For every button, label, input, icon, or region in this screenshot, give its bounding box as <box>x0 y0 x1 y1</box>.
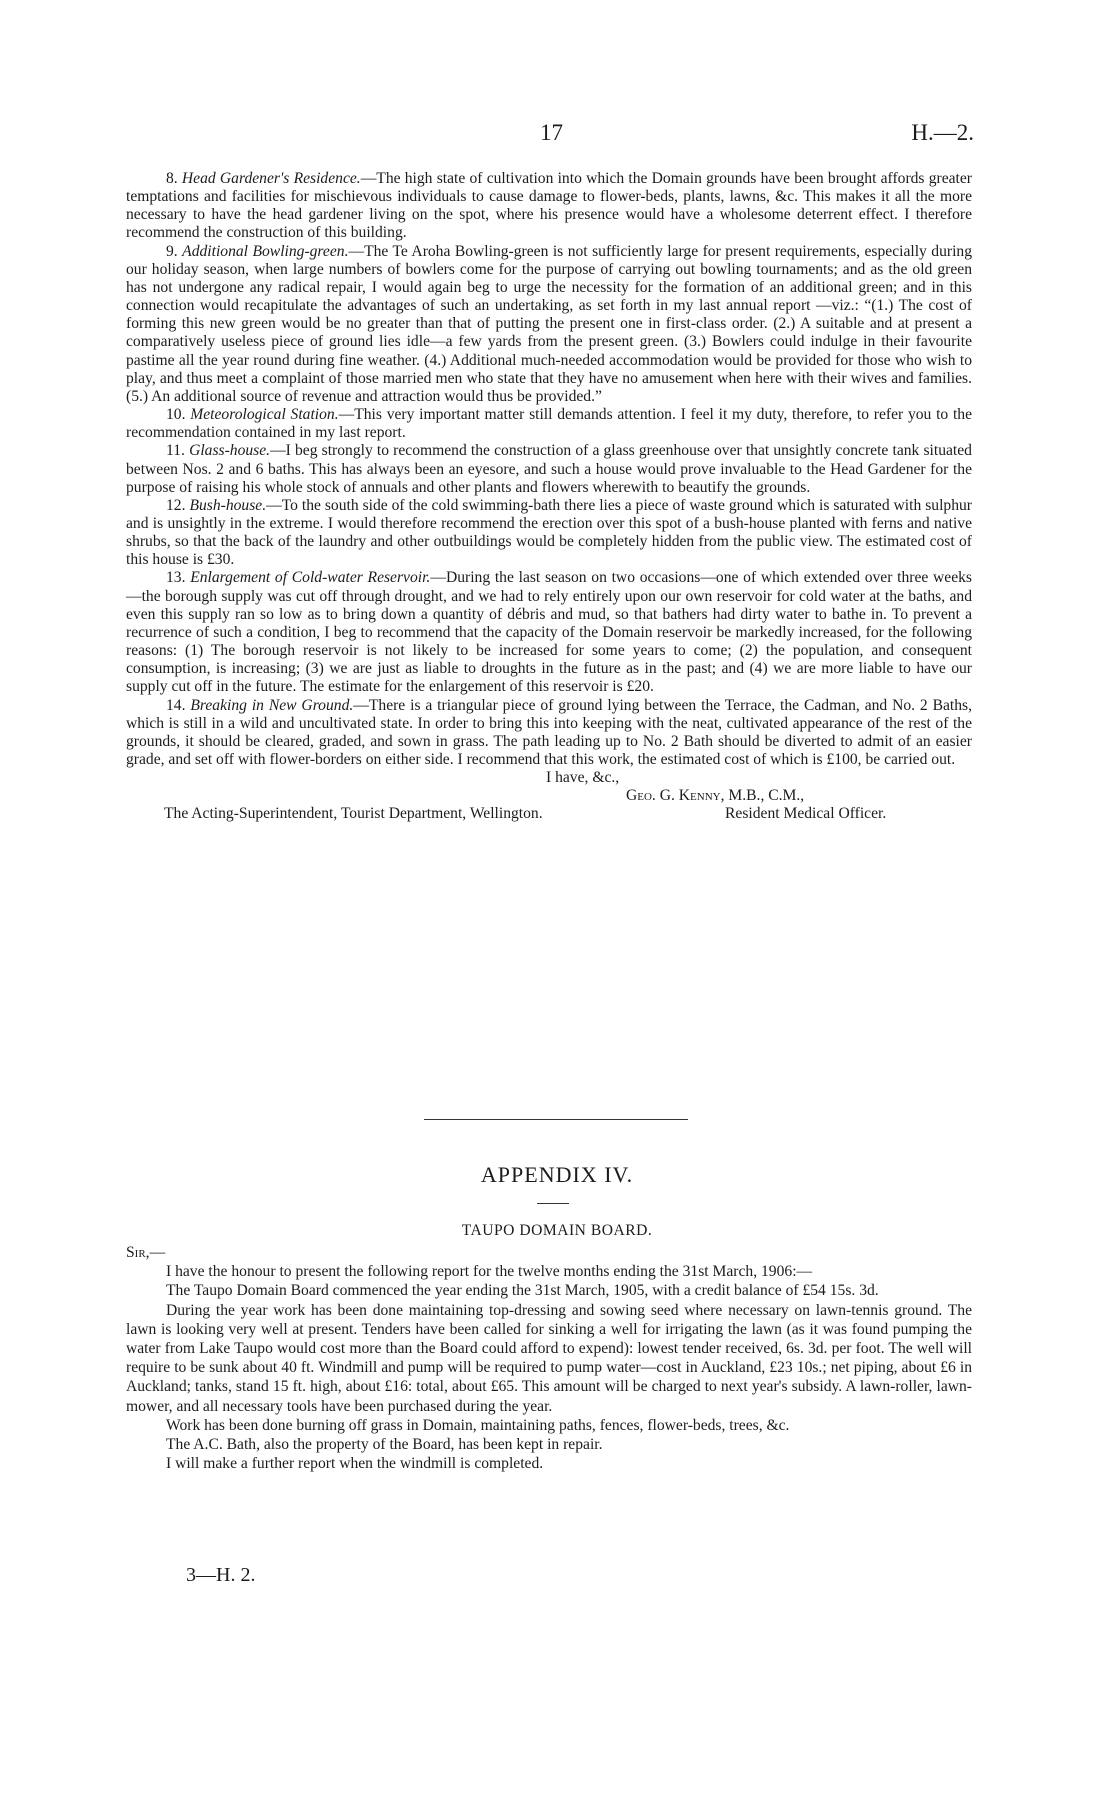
paragraph-text: —There is a triangular piece of ground lying between the Terrace, the Cadman, and No. 2 Baths, which is still in a wild and uncultivated state. In order to bring this into keeping with the neat, cultivated appearance of the rest of the grounds, it should be cleared, graded, and sown in grass. The path leading up to No. 2 Bath should be diverted to admit of an easier grade, and set off with flower-borders on either side. I recommend that this work, the estimated cost of which is £100, be carried out. <box>126 696 973 768</box>
letter-paragraph: During the year work has been done maintaining top-dressing and sowing seed where necessary on lawn-tennis ground. The lawn is looking very well at present. Tenders have been called for sinking a well for irrigating the lawn (as it was found pumping the water from Lake Taupo would cost more than the Board could afford to expend): lowest tender received, 6s. 3d. per foot. The well will require to be sunk about 40 ft. Windmill and pump will be required to pump water—cost in Auckland, £23 10s.; net piping, about £6 in Auckland; tanks, stand 15 ft. high, about £16: total, about £65. This amount will be charged to next year's subsidy. A lawn-roller, lawn-mower, and all necessary tools have been purchased during the year. <box>126 1301 972 1415</box>
paragraph-text: —The Te Aroha Bowling-green is not sufficiently large for present requirements, especially during our holiday season, when large numbers of bowlers come for the purpose of carrying out bowling tournaments; and as the old green has not undergone any radical repair, I would again beg to urge the necessity for the formation of an additional green; and in this connection would recapitulate the advantages of such an undertaking, as set forth in my last annual report —viz.: “(1.) The cost of forming this new green would be no greater than that of putting the present one in first-class order. (2.) A suitable and at present a comparatively useless piece of ground lies idle—a few yards from the present green. (3.) Bowlers could indulge in their favourite pastime all the year round during fine weather. (4.) Additional much-needed accommodation would be provided for those who wish to play, and thus meet a complaint of those married men who state that they have no amusement when here with their wives and families. (5.) An additional source of revenue and attraction would thus be provided.” <box>126 242 972 405</box>
title-dash <box>537 1203 569 1204</box>
paragraph-12 <box>126 497 972 570</box>
letter-paragraph: I have the honour to present the following report for the twelve months ending the 31st March, 1906:— <box>166 1263 813 1281</box>
paragraph-8 <box>126 170 972 243</box>
paragraph-heading: Meteorological Station. <box>190 406 339 424</box>
paragraph-number: 10. <box>166 406 186 424</box>
addressee: The Acting-Superintendent, Tourist Department, Wellington. <box>164 805 543 823</box>
signatory-title: Resident Medical Officer. <box>725 805 887 823</box>
closing-row-3 <box>126 805 972 823</box>
report-body <box>126 170 972 824</box>
letter-paragraph: The A.C. Bath, also the property of the Board, has been kept in repair. <box>166 1436 603 1454</box>
paragraph-heading: Bush-house. <box>189 496 267 514</box>
paragraph-number: 9. <box>166 242 178 260</box>
paragraph-text: —This very important matter still demands attention. I feel it my duty, therefore, to refer you to the recommendation contained in my last report. <box>126 406 972 442</box>
page-number: 17 <box>540 120 563 145</box>
signature-reference: 3—H. 2. <box>186 1564 256 1586</box>
paragraph-9 <box>126 243 972 406</box>
section-divider <box>424 1119 688 1120</box>
paragraph-heading: Additional Bowling-green. <box>182 242 349 260</box>
paragraph-text: —To the south side of the cold swimming-bath there lies a piece of waste ground which is saturated with sulphur and is unsightly in the extreme. I would therefore recommend the erection over this spot of a bush-house planted with ferns and native shrubs, so that the back of the laundry and other outbuildings would be completely hidden from the public view. The estimated cost of this house is £30. <box>126 496 972 569</box>
paragraph-number: 11. <box>166 442 185 460</box>
salutation: Sir,— <box>126 1244 166 1261</box>
closing-i-have: I have, &c., <box>546 769 620 787</box>
signatory-name: Geo. G. Kenny, M.B., C.M., <box>626 787 805 805</box>
document-reference: H.—2. <box>911 120 974 145</box>
paragraph-14 <box>126 697 972 770</box>
letter-paragraph: The Taupo Domain Board commenced the year ending the 31st March, 1905, with a credit balance of £54 15s. 3d. <box>166 1282 879 1300</box>
paragraph-10 <box>126 406 972 442</box>
paragraph-number: 14. <box>166 696 186 714</box>
letter-paragraph: Work has been done burning off grass in Domain, maintaining paths, fences, flower-beds, trees, &c. <box>166 1416 790 1434</box>
letter-paragraph: I will make a further report when the windmill is completed. <box>166 1455 544 1473</box>
board-title: TAUPO DOMAIN BOARD. <box>461 1222 653 1239</box>
paragraph-13 <box>126 569 972 696</box>
paragraph-heading: Glass-house. <box>189 442 271 460</box>
paragraph-heading: Breaking in New Ground. <box>190 696 354 714</box>
paragraph-heading: Head Gardener's Residence. <box>181 170 361 187</box>
appendix-letter <box>126 1243 972 1473</box>
paragraph-11 <box>126 442 972 496</box>
paragraph-text: —The high state of cultivation into which the Domain grounds have been brought affords greater temptations and facilities for mischievous individuals to cause damage to flower-beds, plants, lawns, &c. This makes it all the more necessary to have the head gardener living on the spot, where his presence would have a wholesome deterrent effect. I therefore recommend the construction of this building. <box>126 170 972 242</box>
closing-row-2 <box>126 787 972 805</box>
appendix-title: APPENDIX IV. <box>480 1162 634 1187</box>
paragraph-number: 12. <box>166 496 186 514</box>
paragraph-heading: Enlargement of Cold-water Reservoir. <box>190 569 431 587</box>
paragraph-text: —During the last season on two occasions—one of which extended over three weeks—the borough supply was cut off through drought, and we had to rely entirely upon our own reservoir for cold water at the baths, and even this supply ran so low as to bring down a quantity of débris and mud, so that bathers had dirty water to bathe in. To prevent a recurrence of such a condition, I beg to recommend that the capacity of the Domain reservoir be markedly increased, for the following reasons: (1) The borough reservoir is not likely to be increased for some years to come; (2) the population, and consequent consumption, is increasing; (3) we are just as liable to droughts in the future as in the past; and (4) we are more liable to have our supply cut off in the future. The estimate for the enlargement of this reservoir is £20. <box>126 569 972 696</box>
paragraph-number: 13. <box>166 569 186 587</box>
paragraph-text: —I beg strongly to recommend the construction of a glass greenhouse over that unsightly concrete tank situated between Nos. 2 and 6 baths. This has always been an eyesore, and such a house would prove invaluable to the Head Gardener for the purpose of raising his whole stock of annuals and other plants and flowers wherewith to beautify the grounds. <box>126 442 972 496</box>
paragraph-number: 8. <box>166 170 178 187</box>
closing-row-1 <box>126 769 972 787</box>
